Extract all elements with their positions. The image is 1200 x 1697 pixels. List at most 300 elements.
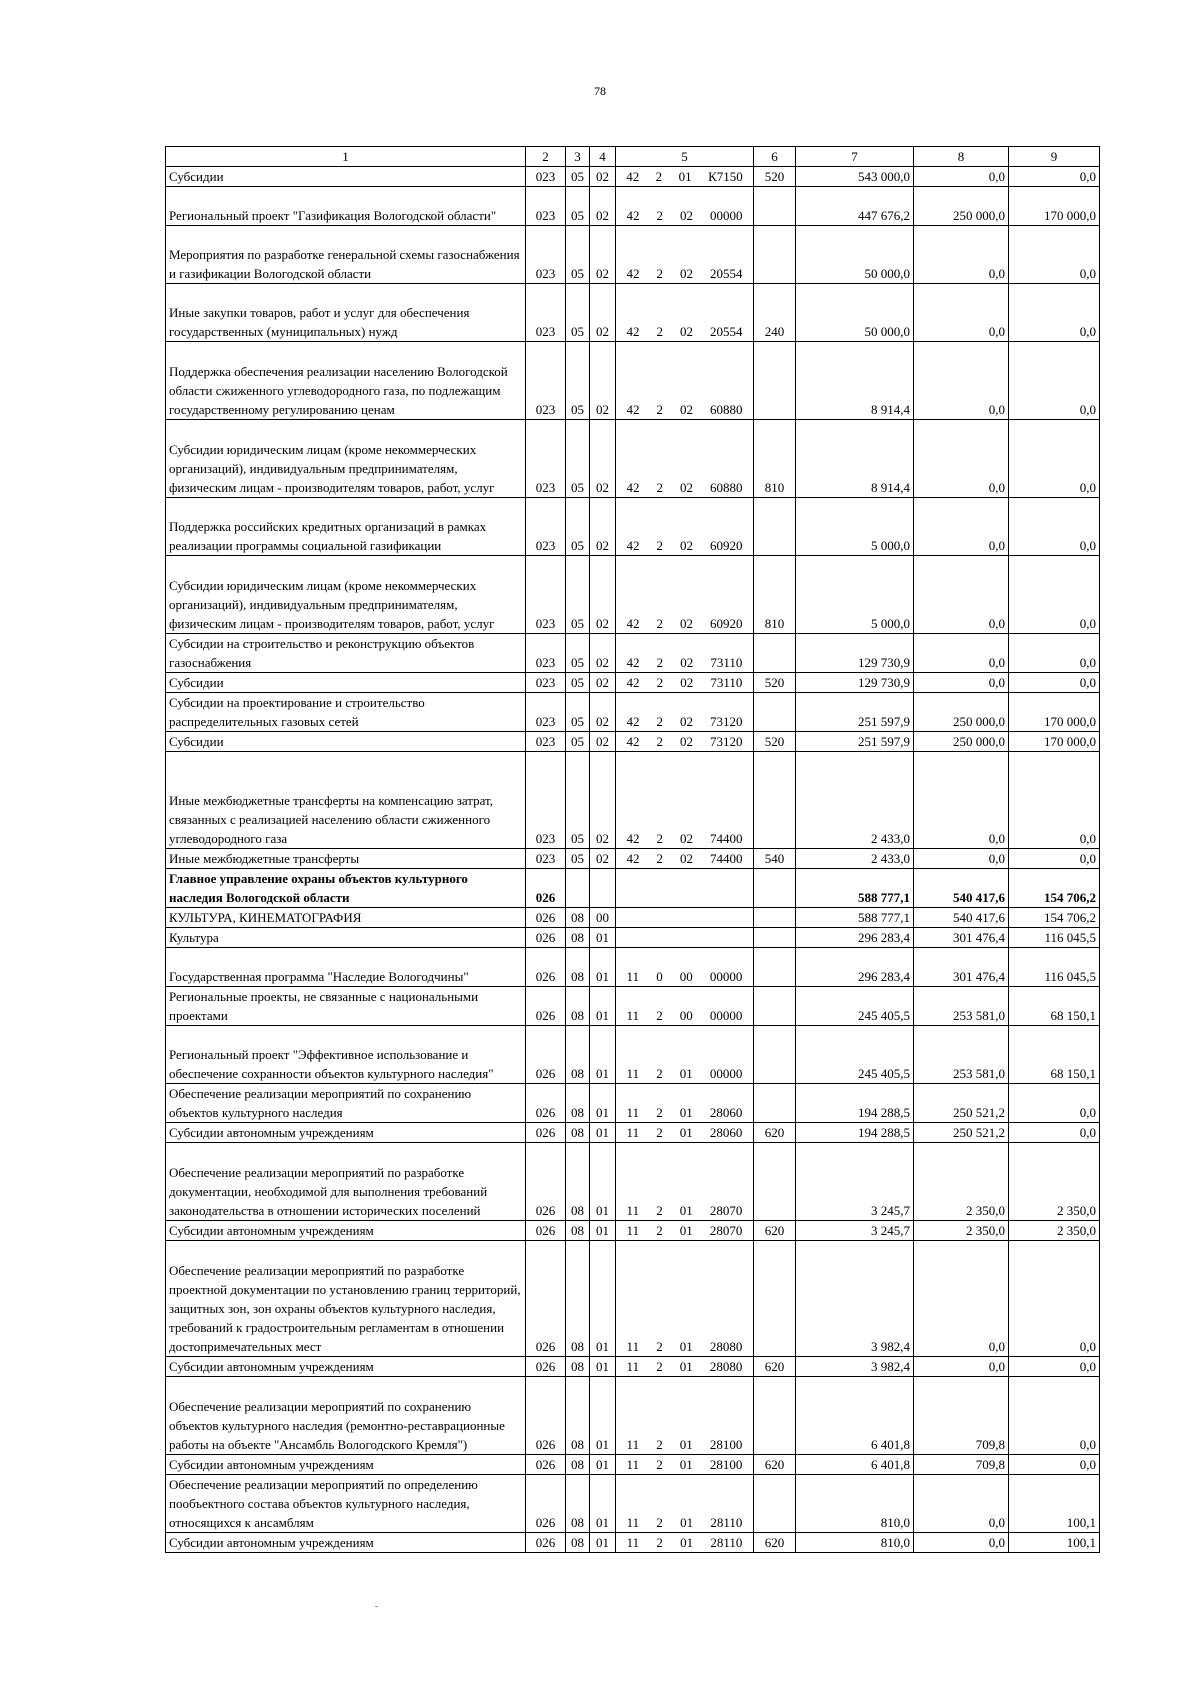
target-article-part: 11 <box>626 1008 640 1023</box>
subsection-code: 02 <box>590 752 616 849</box>
amount-col-8: 709,8 <box>914 1377 1009 1455</box>
target-article-parts <box>616 400 753 419</box>
expense-type-code <box>754 1241 796 1357</box>
subsection-code: 01 <box>590 1026 616 1084</box>
amount-col-7: 588 777,1 <box>796 908 914 928</box>
table-row <box>166 498 1100 556</box>
target-article-part: 73120 <box>710 734 743 749</box>
admin-code: 026 <box>526 948 566 987</box>
amount-col-9: 0,0 <box>1009 167 1100 187</box>
target-article-part: 01 <box>679 1437 693 1452</box>
amount-col-7: 8 914,4 <box>796 342 914 420</box>
section-code: 08 <box>566 1475 590 1533</box>
expense-type-code <box>754 693 796 732</box>
section-code: 05 <box>566 342 590 420</box>
amount-col-8: 250 000,0 <box>914 693 1009 732</box>
admin-code: 023 <box>526 167 566 187</box>
target-article-part: 28080 <box>709 1339 743 1354</box>
admin-code: 026 <box>526 908 566 928</box>
target-article-part: 2 <box>656 655 664 670</box>
target-article-part: 02 <box>680 851 693 866</box>
target-article-parts <box>616 1006 753 1025</box>
target-article-code <box>616 187 754 226</box>
section-code: 08 <box>566 1143 590 1221</box>
subsection-code: 01 <box>590 1357 616 1377</box>
target-article-parts <box>616 712 753 731</box>
expense-type-code <box>754 1475 796 1533</box>
amount-col-9: 0,0 <box>1009 634 1100 673</box>
target-article-part: 20554 <box>710 266 743 281</box>
expense-type-code <box>754 928 796 948</box>
row-name: Иные межбюджетные трансферты <box>166 849 526 869</box>
subsection-code: 02 <box>590 187 616 226</box>
amount-col-8: 250 521,2 <box>914 1084 1009 1123</box>
subsection-code: 01 <box>590 987 616 1026</box>
section-code: 05 <box>566 498 590 556</box>
subsection-code: 02 <box>590 342 616 420</box>
target-article-part: 73110 <box>710 675 743 690</box>
amount-col-8: 0,0 <box>914 167 1009 187</box>
amount-col-9: 0,0 <box>1009 420 1100 498</box>
row-name: Субсидии юридическим лицам (кроме некоммерческих организаций), индивидуальным предпринимателям, физическим лицам - производителям товаров, работ, услуг <box>166 556 526 634</box>
amount-col-7: 245 405,5 <box>796 987 914 1026</box>
admin-code: 023 <box>526 849 566 869</box>
admin-code: 026 <box>526 1084 566 1123</box>
target-article-part: 28070 <box>709 1203 743 1218</box>
section-code: 08 <box>566 1455 590 1475</box>
admin-code: 026 <box>526 869 566 908</box>
target-article-code <box>616 752 754 849</box>
target-article-parts <box>616 614 753 633</box>
amount-col-8: 709,8 <box>914 1455 1009 1475</box>
admin-code: 023 <box>526 634 566 673</box>
target-article-code <box>616 987 754 1026</box>
expense-type-code <box>754 987 796 1026</box>
target-article-code <box>616 556 754 634</box>
table-row <box>166 342 1100 420</box>
row-name: КУЛЬТУРА, КИНЕМАТОГРАФИЯ <box>166 908 526 928</box>
target-article-code <box>616 498 754 556</box>
subsection-code: 02 <box>590 849 616 869</box>
amount-col-9: 0,0 <box>1009 673 1100 693</box>
target-article-parts <box>616 1337 753 1356</box>
target-article-part: 00000 <box>709 1066 743 1081</box>
expense-type-code <box>754 752 796 849</box>
amount-col-8: 0,0 <box>914 849 1009 869</box>
expense-type-code: 620 <box>754 1533 796 1553</box>
target-article-part: 01 <box>678 169 692 184</box>
expense-type-code <box>754 948 796 987</box>
target-article-part: 28060 <box>709 1105 743 1120</box>
amount-col-7: 6 401,8 <box>796 1377 914 1455</box>
section-code: 08 <box>566 948 590 987</box>
expense-type-code: 620 <box>754 1455 796 1475</box>
col-header-4: 4 <box>590 147 616 167</box>
target-article-part: 2 <box>656 1105 663 1120</box>
target-article-part: 11 <box>626 1066 640 1081</box>
amount-col-8: 0,0 <box>914 226 1009 284</box>
table-row <box>166 1221 1100 1241</box>
target-article-parts <box>616 1064 753 1083</box>
row-name: Обеспечение реализации мероприятий по разработке проектной документации по установлению границ территорий, защитных зон, зон охраны объектов культурного наследия, требований к градостроительным регламентам в отношении достопримечательных мест <box>166 1241 526 1357</box>
target-article-parts <box>616 1513 753 1532</box>
target-article-part: 2 <box>656 1008 663 1023</box>
admin-code: 026 <box>526 1377 566 1455</box>
row-name: Культура <box>166 928 526 948</box>
target-article-code <box>616 420 754 498</box>
section-code: 08 <box>566 1084 590 1123</box>
amount-col-8: 0,0 <box>914 342 1009 420</box>
target-article-code <box>616 1123 754 1143</box>
amount-col-9: 0,0 <box>1009 849 1100 869</box>
target-article-part: 2 <box>656 831 663 846</box>
target-article-code <box>616 928 754 948</box>
scan-mark <box>375 1606 378 1607</box>
amount-col-8: 0,0 <box>914 1357 1009 1377</box>
target-article-part: 2 <box>656 714 663 729</box>
target-article-part: 74400 <box>710 851 743 866</box>
target-article-parts <box>616 1533 753 1552</box>
table-row <box>166 634 1100 673</box>
subsection-code: 02 <box>590 284 616 342</box>
section-code <box>566 869 590 908</box>
table-row <box>166 420 1100 498</box>
amount-col-8: 540 417,6 <box>914 869 1009 908</box>
target-article-part: К7150 <box>708 169 743 184</box>
amount-col-7: 296 283,4 <box>796 928 914 948</box>
subsection-code: 01 <box>590 1455 616 1475</box>
target-article-part: 00 <box>679 969 693 984</box>
row-name: Субсидии автономным учреждениям <box>166 1221 526 1241</box>
amount-col-9: 2 350,0 <box>1009 1143 1100 1221</box>
table-row <box>166 1377 1100 1455</box>
amount-col-8: 0,0 <box>914 284 1009 342</box>
target-article-code <box>616 732 754 752</box>
expense-type-code <box>754 498 796 556</box>
target-article-part: 2 <box>656 1203 663 1218</box>
amount-col-7: 251 597,9 <box>796 732 914 752</box>
target-article-part: 60880 <box>710 402 743 417</box>
target-article-part: 11 <box>626 1457 640 1472</box>
section-code: 08 <box>566 908 590 928</box>
target-article-part: 11 <box>626 1515 640 1530</box>
target-article-parts <box>616 322 753 341</box>
amount-col-7: 3 982,4 <box>796 1241 914 1357</box>
row-name: Субсидии юридическим лицам (кроме некоммерческих организаций), индивидуальным предпринимателям, физическим лицам - производителям товаров, работ, услуг <box>166 420 526 498</box>
section-code: 08 <box>566 1357 590 1377</box>
amount-col-7: 194 288,5 <box>796 1084 914 1123</box>
row-name: Субсидии автономным учреждениям <box>166 1533 526 1553</box>
table-row <box>166 226 1100 284</box>
target-article-part: 02 <box>680 734 693 749</box>
target-article-code <box>616 673 754 693</box>
target-article-part: 01 <box>679 1339 693 1354</box>
target-article-parts <box>616 1357 753 1376</box>
expense-type-code: 620 <box>754 1123 796 1143</box>
section-code: 08 <box>566 1123 590 1143</box>
target-article-parts <box>616 1103 753 1122</box>
amount-col-9: 170 000,0 <box>1009 693 1100 732</box>
table-row <box>166 1026 1100 1084</box>
budget-table <box>165 146 1100 1553</box>
expense-type-code <box>754 908 796 928</box>
table-row <box>166 556 1100 634</box>
table-row <box>166 948 1100 987</box>
expense-type-code: 810 <box>754 556 796 634</box>
expense-type-code <box>754 1026 796 1084</box>
amount-col-9: 0,0 <box>1009 1377 1100 1455</box>
table-row <box>166 849 1100 869</box>
target-article-part: 28110 <box>710 1515 743 1530</box>
target-article-code <box>616 1533 754 1553</box>
table-row <box>166 987 1100 1026</box>
amount-col-7: 129 730,9 <box>796 634 914 673</box>
expense-type-code <box>754 634 796 673</box>
row-name: Поддержка российских кредитных организаций в рамках реализации программы социальной газификации <box>166 498 526 556</box>
expense-type-code: 540 <box>754 849 796 869</box>
target-article-part: 02 <box>680 402 693 417</box>
expense-type-code: 620 <box>754 1357 796 1377</box>
admin-code: 026 <box>526 1455 566 1475</box>
target-article-part: 2 <box>656 208 663 223</box>
target-article-part: 2 <box>656 402 663 417</box>
amount-col-7: 50 000,0 <box>796 226 914 284</box>
target-article-part: 01 <box>679 1105 693 1120</box>
target-article-part: 20554 <box>710 324 743 339</box>
target-article-parts <box>616 478 753 497</box>
amount-col-9: 0,0 <box>1009 752 1100 849</box>
target-article-part: 11 <box>626 1203 640 1218</box>
subsection-code: 01 <box>590 1221 616 1241</box>
amount-col-9: 170 000,0 <box>1009 187 1100 226</box>
target-article-part: 11 <box>626 1223 640 1238</box>
amount-col-7: 5 000,0 <box>796 498 914 556</box>
target-article-part: 2 <box>656 675 664 690</box>
expense-type-code: 520 <box>754 673 796 693</box>
section-code: 08 <box>566 1221 590 1241</box>
table-row <box>166 167 1100 187</box>
target-article-part: 28100 <box>709 1457 743 1472</box>
target-article-part: 42 <box>626 169 640 184</box>
subsection-code <box>590 869 616 908</box>
table-row <box>166 673 1100 693</box>
amount-col-9: 116 045,5 <box>1009 928 1100 948</box>
target-article-part: 11 <box>626 1437 640 1452</box>
section-code: 08 <box>566 1241 590 1357</box>
target-article-part: 2 <box>656 324 663 339</box>
col-header-3: 3 <box>566 147 590 167</box>
amount-col-8: 250 521,2 <box>914 1123 1009 1143</box>
amount-col-7: 5 000,0 <box>796 556 914 634</box>
amount-col-7: 543 000,0 <box>796 167 914 187</box>
admin-code: 023 <box>526 420 566 498</box>
target-article-parts <box>616 829 753 848</box>
target-article-part: 2 <box>655 169 663 184</box>
amount-col-9: 68 150,1 <box>1009 1026 1100 1084</box>
target-article-part: 01 <box>679 1457 693 1472</box>
expense-type-code <box>754 226 796 284</box>
target-article-part: 11 <box>626 969 640 984</box>
admin-code: 026 <box>526 928 566 948</box>
target-article-code <box>616 284 754 342</box>
table-row <box>166 869 1100 908</box>
target-article-part: 11 <box>626 1535 640 1550</box>
target-article-parts <box>616 732 753 751</box>
amount-col-9: 100,1 <box>1009 1533 1100 1553</box>
section-code: 05 <box>566 556 590 634</box>
target-article-part: 02 <box>680 480 693 495</box>
section-code: 05 <box>566 420 590 498</box>
row-name: Субсидии автономным учреждениям <box>166 1455 526 1475</box>
target-article-part: 42 <box>626 324 640 339</box>
target-article-part: 2 <box>656 1535 663 1550</box>
target-article-code <box>616 1026 754 1084</box>
target-article-part: 2 <box>656 1437 663 1452</box>
amount-col-7: 6 401,8 <box>796 1455 914 1475</box>
row-name: Субсидии на строительство и реконструкцию объектов газоснабжения <box>166 634 526 673</box>
target-article-code <box>616 1357 754 1377</box>
amount-col-9: 0,0 <box>1009 284 1100 342</box>
amount-col-8: 253 581,0 <box>914 1026 1009 1084</box>
target-article-part: 02 <box>680 324 693 339</box>
amount-col-9: 0,0 <box>1009 342 1100 420</box>
subsection-code: 02 <box>590 167 616 187</box>
amount-col-7: 588 777,1 <box>796 869 914 908</box>
amount-col-8: 250 000,0 <box>914 187 1009 226</box>
section-code: 08 <box>566 987 590 1026</box>
target-article-part: 02 <box>680 208 693 223</box>
target-article-code <box>616 1241 754 1357</box>
section-code: 05 <box>566 673 590 693</box>
section-code: 05 <box>566 226 590 284</box>
target-article-part: 28060 <box>709 1125 743 1140</box>
subsection-code: 01 <box>590 948 616 987</box>
target-article-code <box>616 849 754 869</box>
amount-col-9: 0,0 <box>1009 1123 1100 1143</box>
table-row <box>166 1455 1100 1475</box>
amount-col-7: 296 283,4 <box>796 948 914 987</box>
amount-col-7: 810,0 <box>796 1475 914 1533</box>
admin-code: 023 <box>526 498 566 556</box>
amount-col-9: 68 150,1 <box>1009 987 1100 1026</box>
admin-code: 023 <box>526 187 566 226</box>
target-article-code <box>616 948 754 987</box>
expense-type-code <box>754 869 796 908</box>
target-article-part: 42 <box>626 831 640 846</box>
section-code: 05 <box>566 849 590 869</box>
target-article-code <box>616 167 754 187</box>
amount-col-9: 0,0 <box>1009 556 1100 634</box>
target-article-parts <box>616 849 753 868</box>
amount-col-8: 2 350,0 <box>914 1143 1009 1221</box>
row-name: Региональный проект "Эффективное использование и обеспечение сохранности объектов культурного наследия" <box>166 1026 526 1084</box>
expense-type-code <box>754 342 796 420</box>
amount-col-9: 0,0 <box>1009 1241 1100 1357</box>
target-article-code <box>616 634 754 673</box>
col-header-7: 7 <box>796 147 914 167</box>
admin-code: 026 <box>526 1123 566 1143</box>
target-article-part: 73110 <box>710 655 743 670</box>
col-header-8: 8 <box>914 147 1009 167</box>
amount-col-7: 251 597,9 <box>796 693 914 732</box>
amount-col-9: 100,1 <box>1009 1475 1100 1533</box>
amount-col-8: 0,0 <box>914 1533 1009 1553</box>
subsection-code: 02 <box>590 732 616 752</box>
target-article-part: 28100 <box>709 1437 743 1452</box>
admin-code: 023 <box>526 732 566 752</box>
amount-col-8: 0,0 <box>914 1475 1009 1533</box>
subsection-code: 01 <box>590 1241 616 1357</box>
target-article-part: 2 <box>656 851 663 866</box>
amount-col-7: 194 288,5 <box>796 1123 914 1143</box>
row-name: Иные межбюджетные трансферты на компенсацию затрат, связанных с реализацией населению области сжиженного углеводородного газа <box>166 752 526 849</box>
col-header-9: 9 <box>1009 147 1100 167</box>
admin-code: 026 <box>526 987 566 1026</box>
admin-code: 026 <box>526 1221 566 1241</box>
admin-code: 023 <box>526 342 566 420</box>
subsection-code: 02 <box>590 226 616 284</box>
amount-col-8: 0,0 <box>914 556 1009 634</box>
target-article-parts <box>616 1221 753 1240</box>
amount-col-7: 447 676,2 <box>796 187 914 226</box>
amount-col-9: 0,0 <box>1009 1455 1100 1475</box>
row-name: Субсидии <box>166 732 526 752</box>
target-article-part: 02 <box>680 538 693 553</box>
subsection-code: 01 <box>590 1533 616 1553</box>
admin-code: 023 <box>526 284 566 342</box>
admin-code: 023 <box>526 556 566 634</box>
section-code: 05 <box>566 167 590 187</box>
target-article-part: 02 <box>680 675 694 690</box>
target-article-part: 42 <box>626 266 640 281</box>
target-article-code <box>616 693 754 732</box>
expense-type-code <box>754 187 796 226</box>
target-article-part: 42 <box>626 402 640 417</box>
col-header-5: 5 <box>616 147 754 167</box>
subsection-code: 02 <box>590 498 616 556</box>
row-name: Мероприятия по разработке генеральной схемы газоснабжения и газификации Вологодской области <box>166 226 526 284</box>
row-name: Субсидии на проектирование и строительство распределительных газовых сетей <box>166 693 526 732</box>
table-row <box>166 187 1100 226</box>
amount-col-8: 0,0 <box>914 498 1009 556</box>
target-article-part: 02 <box>680 714 693 729</box>
table-row <box>166 1357 1100 1377</box>
target-article-part: 60920 <box>710 616 743 631</box>
table-row <box>166 1084 1100 1123</box>
amount-col-8: 301 476,4 <box>914 928 1009 948</box>
target-article-code <box>616 1221 754 1241</box>
target-article-part: 01 <box>679 1203 693 1218</box>
target-article-part: 01 <box>679 1125 693 1140</box>
target-article-part: 00000 <box>709 1008 743 1023</box>
table-row <box>166 752 1100 849</box>
admin-code: 023 <box>526 673 566 693</box>
target-article-part: 2 <box>656 1359 663 1374</box>
target-article-part: 2 <box>656 1515 663 1530</box>
table-row <box>166 1143 1100 1221</box>
target-article-part: 42 <box>626 851 640 866</box>
section-code: 08 <box>566 928 590 948</box>
table-row <box>166 908 1100 928</box>
target-article-part: 2 <box>656 480 663 495</box>
admin-code: 023 <box>526 693 566 732</box>
target-article-code <box>616 1377 754 1455</box>
amount-col-9: 0,0 <box>1009 1084 1100 1123</box>
table-row <box>166 928 1100 948</box>
target-article-part: 02 <box>680 616 693 631</box>
row-name: Обеспечение реализации мероприятий по сохранению объектов культурного наследия <box>166 1084 526 1123</box>
table-body <box>166 167 1100 1553</box>
